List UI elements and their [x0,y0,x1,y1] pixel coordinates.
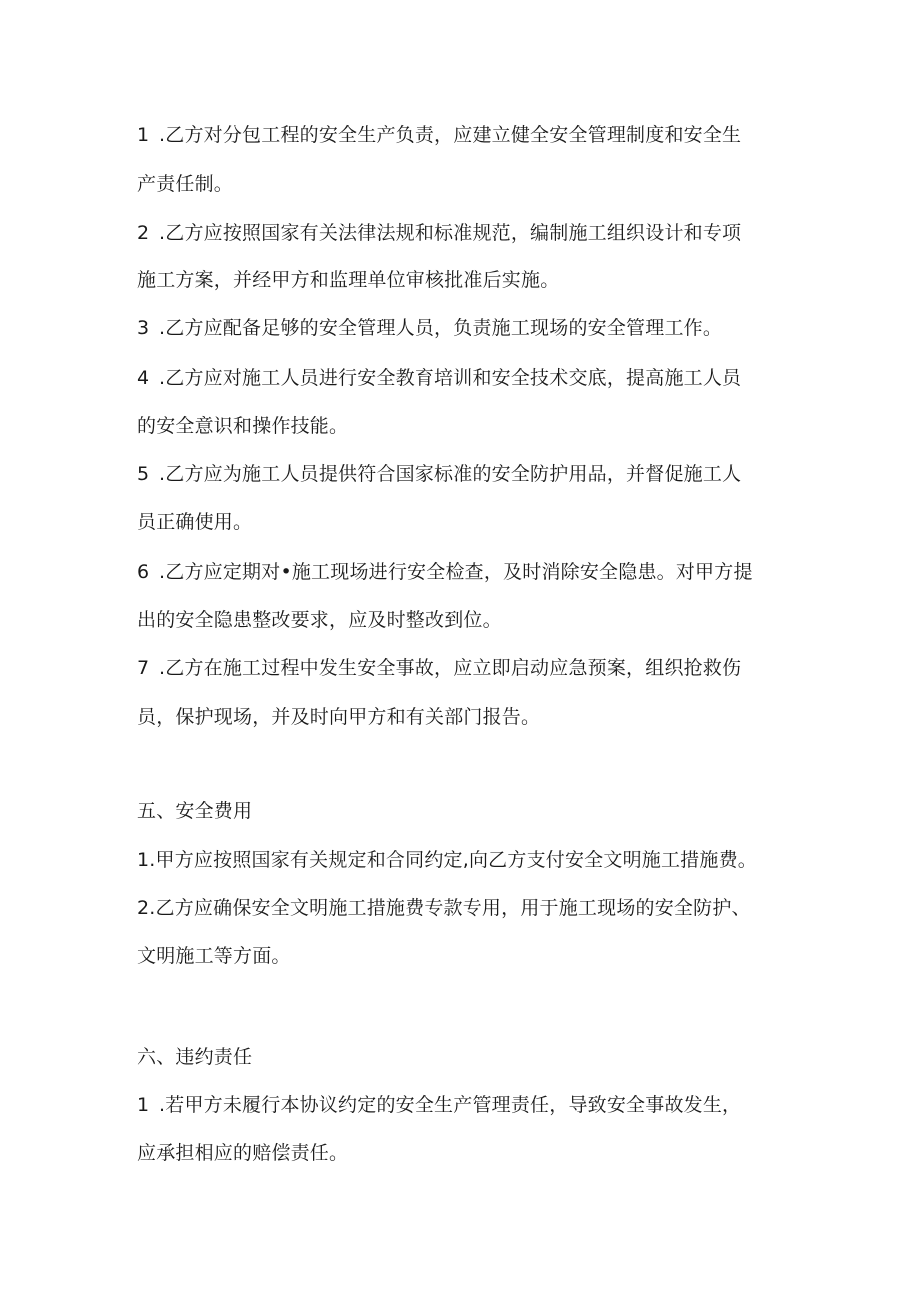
item-text: .乙方在施工过程中发生安全事故，应立即启动应急预案，组织抢救伤 [159,657,742,679]
item-number: 6 [137,561,150,583]
item-text: .乙方对分包工程的安全生产负责，应建立健全安全管理制度和安全生 [159,124,742,146]
list-item [137,316,722,340]
item-text: .若甲方未履行本协议约定的安全生产管理责任，导致安全事故发生， [159,1094,742,1116]
item-text-continuation: 施工方案，并经甲方和监理单位审核批准后实施。 [137,269,560,291]
list-item [137,366,741,390]
item-number: 1 [137,124,150,146]
item-text-continuation: 员，保护现场，并及时向甲方和有关部门报告。 [137,706,541,728]
item-text-continuation: 的安全意识和操作技能。 [137,415,349,437]
item-number: 1 [137,1094,150,1116]
item-number: 7 [137,657,150,679]
list-item [137,1093,741,1117]
item-text-continuation: 员正确使用。 [137,511,253,533]
section-heading: 六、违约责任 [137,1046,253,1068]
item-number: 4 [137,367,150,389]
item-number: 5 [137,463,150,485]
list-item [137,462,741,486]
list-item: 1.甲方应按照国家有关规定和合同约定,向乙方支付安全文明施工措施费。 [137,849,757,871]
item-text: .乙方应配备足够的安全管理人员，负责施工现场的安全管理工作。 [159,317,723,339]
item-number: 2 [137,222,150,244]
section-heading: 五、安全费用 [137,800,253,822]
item-text: .乙方应定期对•施工现场进行安全检查，及时消除安全隐患。对甲方提 [159,561,753,583]
item-text-continuation: 文明施工等方面。 [137,945,291,967]
list-item [137,221,741,245]
item-text: .乙方应按照国家有关法律法规和标准规范，编制施工组织设计和专项 [159,222,742,244]
item-number: 3 [137,317,150,339]
item-text-continuation: 出的安全隐患整改要求，应及时整改到位。 [137,609,502,631]
list-item: 2.乙方应确保安全文明施工措施费专款专用，用于施工现场的安全防护、 [137,897,751,919]
item-text: .乙方应对施工人员进行安全教育培训和安全技术交底，提高施工人员 [159,367,742,389]
item-text-continuation: 产责任制。 [137,173,234,195]
list-item [137,656,741,680]
list-item [137,123,741,147]
item-text: .乙方应为施工人员提供符合国家标准的安全防护用品，并督促施工人 [159,463,742,485]
list-item [137,560,753,584]
item-text-continuation: 应承担相应的赔偿责任。 [137,1142,349,1164]
